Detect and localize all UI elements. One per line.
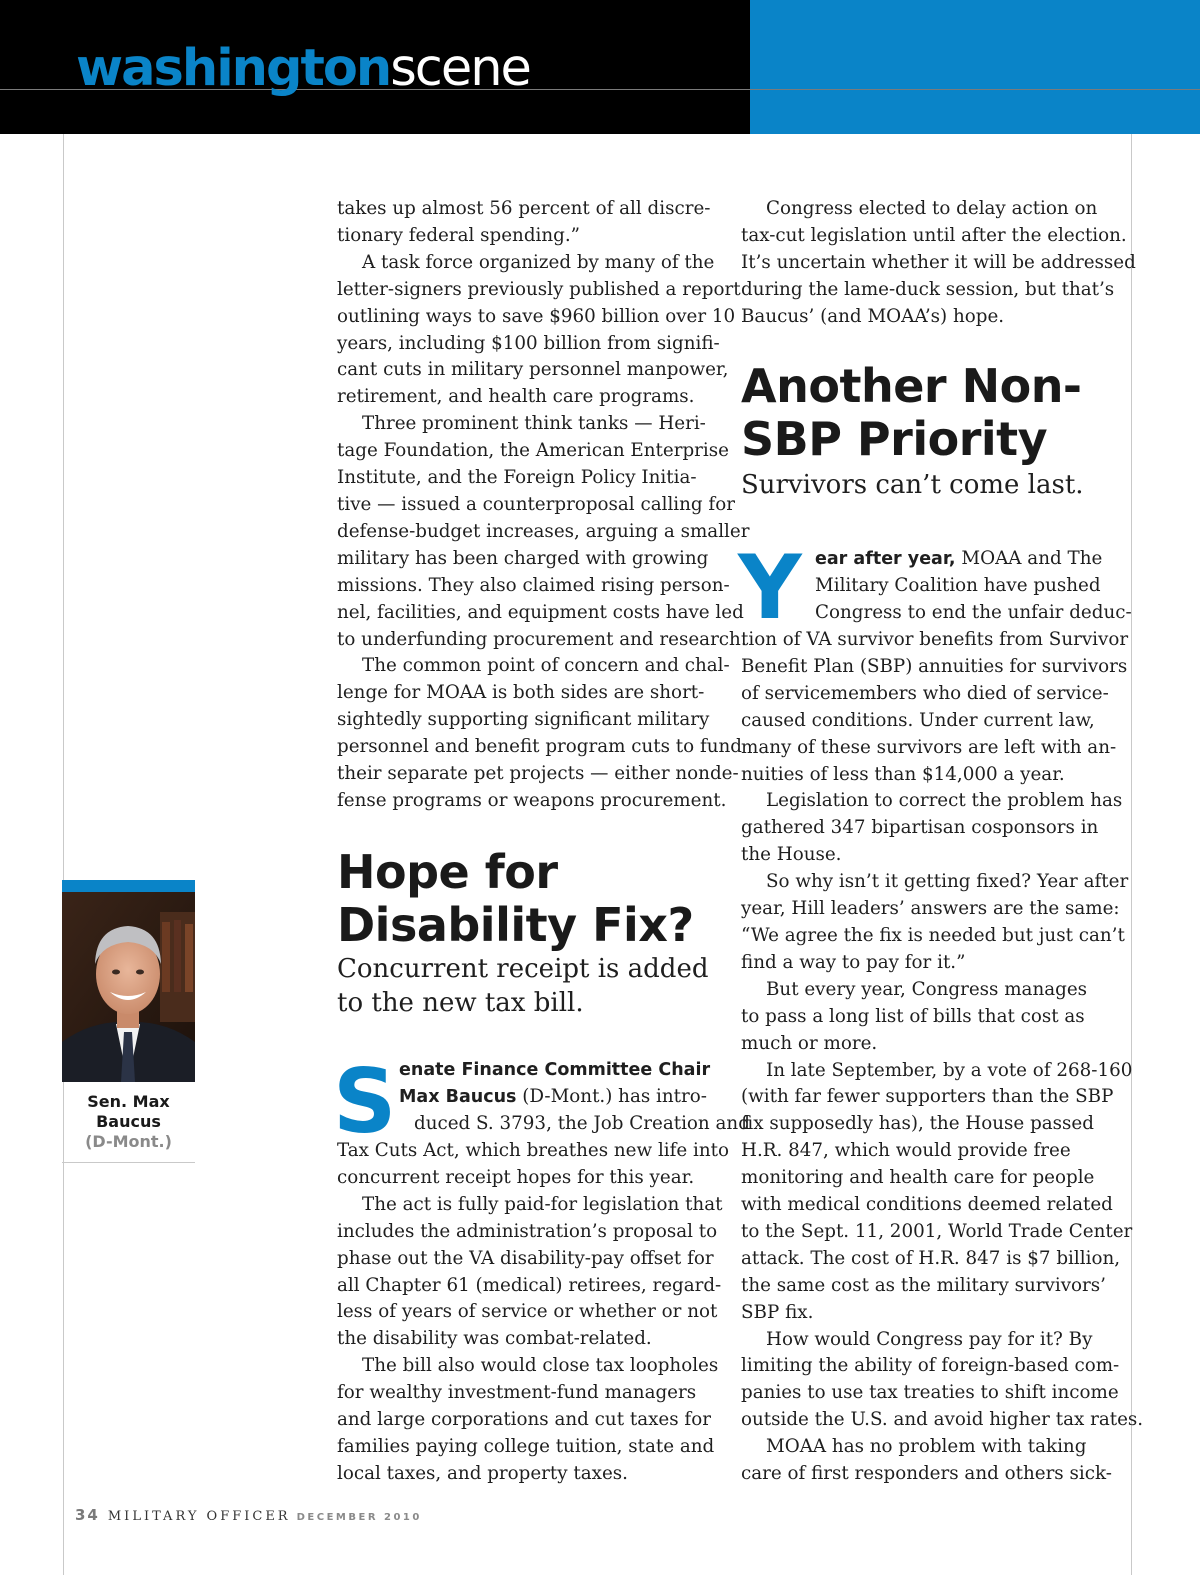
text-line: defense-budget increases, arguing a smaller (337, 520, 750, 542)
issue-date: DECEMBER 2010 (296, 1512, 422, 1523)
text-line: much or more. (741, 1032, 878, 1054)
headline-line-1: Another Non- (741, 359, 1082, 413)
text-line: the disability was combat-related. (337, 1328, 652, 1350)
text-line: many of these survivors are left with an- (741, 736, 1117, 758)
opening-line-1: MOAA and The (955, 548, 1103, 569)
paragraph (741, 869, 1129, 977)
text-line: The common point of concern and chal- (362, 655, 730, 677)
text-line: Benefit Plan (SBP) annuities for survivors (741, 655, 1128, 677)
text-line: military has been charged with growing (337, 547, 709, 569)
caption-party: (D-Mont.) (85, 1132, 172, 1151)
text-line: Legislation to correct the problem has (766, 790, 1123, 812)
text-line: panies to use tax treaties to shift income (741, 1382, 1119, 1404)
lead-in: ear after year, (815, 549, 956, 569)
text-line: The bill also would close tax loopholes (362, 1355, 719, 1377)
dek-survivors: Survivors can’t come last. (741, 470, 1084, 500)
text-line: care of first responders and others sick- (741, 1463, 1112, 1485)
text-line: attack. The cost of H.R. 847 is $7 billion, (741, 1247, 1121, 1269)
article-column-1 (337, 196, 750, 815)
text-line: tion of VA survivor benefits from Survivor (741, 629, 1129, 650)
paragraph (337, 1192, 723, 1353)
article-column-2 (741, 196, 1136, 331)
text-line: their separate pet projects — either nonde- (337, 763, 739, 785)
caption-rule (62, 1162, 195, 1163)
text-line: lenge for MOAA is both sides are short- (337, 682, 705, 704)
right-margin-rule (1131, 134, 1132, 1575)
text-line: But every year, Congress manages (766, 978, 1088, 1000)
text-line: for wealthy investment-fund managers (337, 1382, 697, 1404)
text-line: and large corporations and cut taxes for (337, 1409, 711, 1431)
text-line: during the lame-duck session, but that’s (741, 278, 1115, 300)
paragraph (741, 1327, 1144, 1435)
article2-body (741, 627, 1144, 1488)
header-accent-block (750, 0, 1200, 134)
text-line: the same cost as the military survivors’ (741, 1274, 1106, 1296)
text-line: less of years of service or whether or not (337, 1301, 718, 1323)
text-line: to underfunding procurement and research. (337, 628, 747, 650)
text-line: fense programs or weapons procurement. (337, 789, 727, 811)
text-line: Baucus’ (and MOAA’s) hope. (741, 305, 1005, 327)
opening-line-2: Military Coalition have pushed (815, 574, 1101, 596)
text-line: local taxes, and property taxes. (337, 1462, 628, 1484)
portrait-photo (62, 892, 195, 1082)
opening-line-3: Congress to end the unfair deduc- (815, 601, 1132, 623)
text-line: takes up almost 56 percent of all discre- (337, 198, 711, 219)
page-footer (75, 1505, 422, 1524)
text-line: So why isn’t it getting fixed? Year after (766, 871, 1129, 893)
text-line: letter-signers previously published a report (337, 278, 741, 300)
text-line: cant cuts in military personnel manpower, (337, 359, 729, 381)
text-line: Disability Fix? (337, 898, 694, 952)
text-line: find a way to pay for it.” (741, 951, 966, 973)
text-line: It’s uncertain whether it will be addressed (741, 251, 1136, 273)
text-line: tax-cut legislation until after the election. (741, 224, 1127, 246)
paragraph (741, 788, 1126, 869)
photo-caption (62, 1092, 195, 1152)
text-line: (with far fewer supporters than the SBP (741, 1086, 1114, 1108)
text-line: with medical conditions deemed related (741, 1194, 1113, 1216)
text-line: year, Hill leaders’ answers are the same: (741, 898, 1120, 920)
text-line: limiting the ability of foreign-based com- (741, 1355, 1120, 1377)
dropcap-y: Y (738, 536, 802, 639)
dek-concurrent-receipt (337, 952, 708, 1020)
text-line: tage Foundation, the American Enterprise (337, 440, 729, 462)
publication-name: MILITARY OFFICER (107, 1509, 291, 1524)
photo-accent-bar (62, 880, 195, 892)
text-line: H.R. 847, which would provide free (741, 1140, 1071, 1162)
left-margin-rule (63, 134, 64, 1575)
paragraph (337, 653, 742, 814)
page-number: 34 (75, 1506, 100, 1524)
text-line: How would Congress pay for it? By (766, 1328, 1093, 1350)
text-line: MOAA has no problem with taking (766, 1436, 1087, 1458)
text-line: outside the U.S. and avoid higher tax rates. (741, 1409, 1144, 1431)
text-line: nuities of less than $14,000 a year. (741, 763, 1065, 785)
opening-line-4: concurrent receipt hopes for this year. (337, 1166, 695, 1188)
paragraph (337, 196, 717, 250)
text-line: gathered 347 bipartisan cosponsors in (741, 817, 1099, 839)
text-line: outlining ways to save $960 billion over 10 (337, 305, 736, 327)
text-line: Congress elected to delay action on (766, 198, 1098, 219)
section-title (76, 34, 530, 104)
section-title-light: scene (390, 39, 530, 98)
paragraph (337, 1353, 717, 1488)
text-line: families paying college tuition, state and (337, 1435, 715, 1457)
text-line: caused conditions. Under current law, (741, 709, 1095, 731)
paragraph (337, 250, 741, 411)
text-line: A task force organized by many of the (362, 251, 715, 273)
text-line: Institute, and the Foreign Policy Initia- (337, 467, 697, 489)
caption-name: Sen. Max Baucus (87, 1092, 170, 1131)
opening-line-2: duced S. 3793, the Job Creation and (414, 1112, 750, 1134)
text-line: The act is fully paid-for legislation that (362, 1193, 723, 1215)
article2-opening-indented (815, 546, 1132, 627)
text-line: missions. They also claimed rising person- (337, 574, 730, 596)
paragraph (337, 411, 750, 653)
text-line: personnel and benefit program cuts to fund (337, 736, 742, 758)
dropcap-s: S (333, 1050, 397, 1153)
lead-in-line-1: enate Finance Committee Chair (399, 1060, 711, 1080)
text-line: retirement, and health care programs. (337, 386, 695, 408)
text-line: sightedly supporting significant military (337, 709, 710, 731)
text-line: monitoring and health care for people (741, 1167, 1095, 1189)
text-line: SBP fix. (741, 1301, 814, 1323)
opening-line-3: Tax Cuts Act, which breathes new life into (337, 1140, 730, 1161)
paragraph (741, 1058, 1133, 1327)
text-line: nel, facilities, and equipment costs have led (337, 601, 744, 623)
text-line: tive — issued a counterproposal calling for (337, 493, 735, 515)
paragraph (741, 1434, 1126, 1488)
text-line: of servicemembers who died of service- (741, 682, 1109, 704)
text-line: Three prominent think tanks — Heri- (362, 413, 706, 435)
paragraph (741, 627, 1129, 788)
lead-in-line-2: Max Baucus (399, 1086, 517, 1107)
paragraph (741, 977, 1126, 1058)
opening-line-1: (D-Mont.) has intro- (516, 1085, 707, 1107)
text-line: includes the administration’s proposal to (337, 1220, 718, 1242)
text-line: years, including $100 billion from signifi- (337, 332, 720, 354)
paragraph (741, 196, 1136, 331)
text-line: tionary federal spending.” (337, 224, 581, 246)
text-line: the House. (741, 844, 842, 866)
article1-opening-indented (399, 1057, 750, 1138)
text-line: to pass a long list of bills that cost as (741, 1005, 1085, 1027)
headline-line-2: SBP Priority (741, 412, 1048, 466)
article1-body (337, 1138, 730, 1488)
text-line: phase out the VA disability-pay offset for (337, 1247, 714, 1269)
text-line: Concurrent receipt is added (337, 954, 709, 984)
headline-non-sbp-priority (741, 360, 1082, 466)
text-line: In late September, by a vote of 268-160 (766, 1059, 1133, 1081)
portrait-illustration (62, 892, 195, 1082)
text-line: fix supposedly has), the House passed (741, 1113, 1094, 1135)
text-line: to the Sept. 11, 2001, World Trade Center (741, 1220, 1133, 1242)
headline-disability-fix (337, 846, 694, 952)
text-line: Hope for (337, 845, 558, 899)
text-line: all Chapter 61 (medical) retirees, regard- (337, 1274, 722, 1296)
text-line: “We agree the fix is needed but just can’t (741, 924, 1125, 946)
text-line: to the new tax bill. (337, 988, 584, 1018)
section-title-bold: washington (76, 39, 391, 98)
